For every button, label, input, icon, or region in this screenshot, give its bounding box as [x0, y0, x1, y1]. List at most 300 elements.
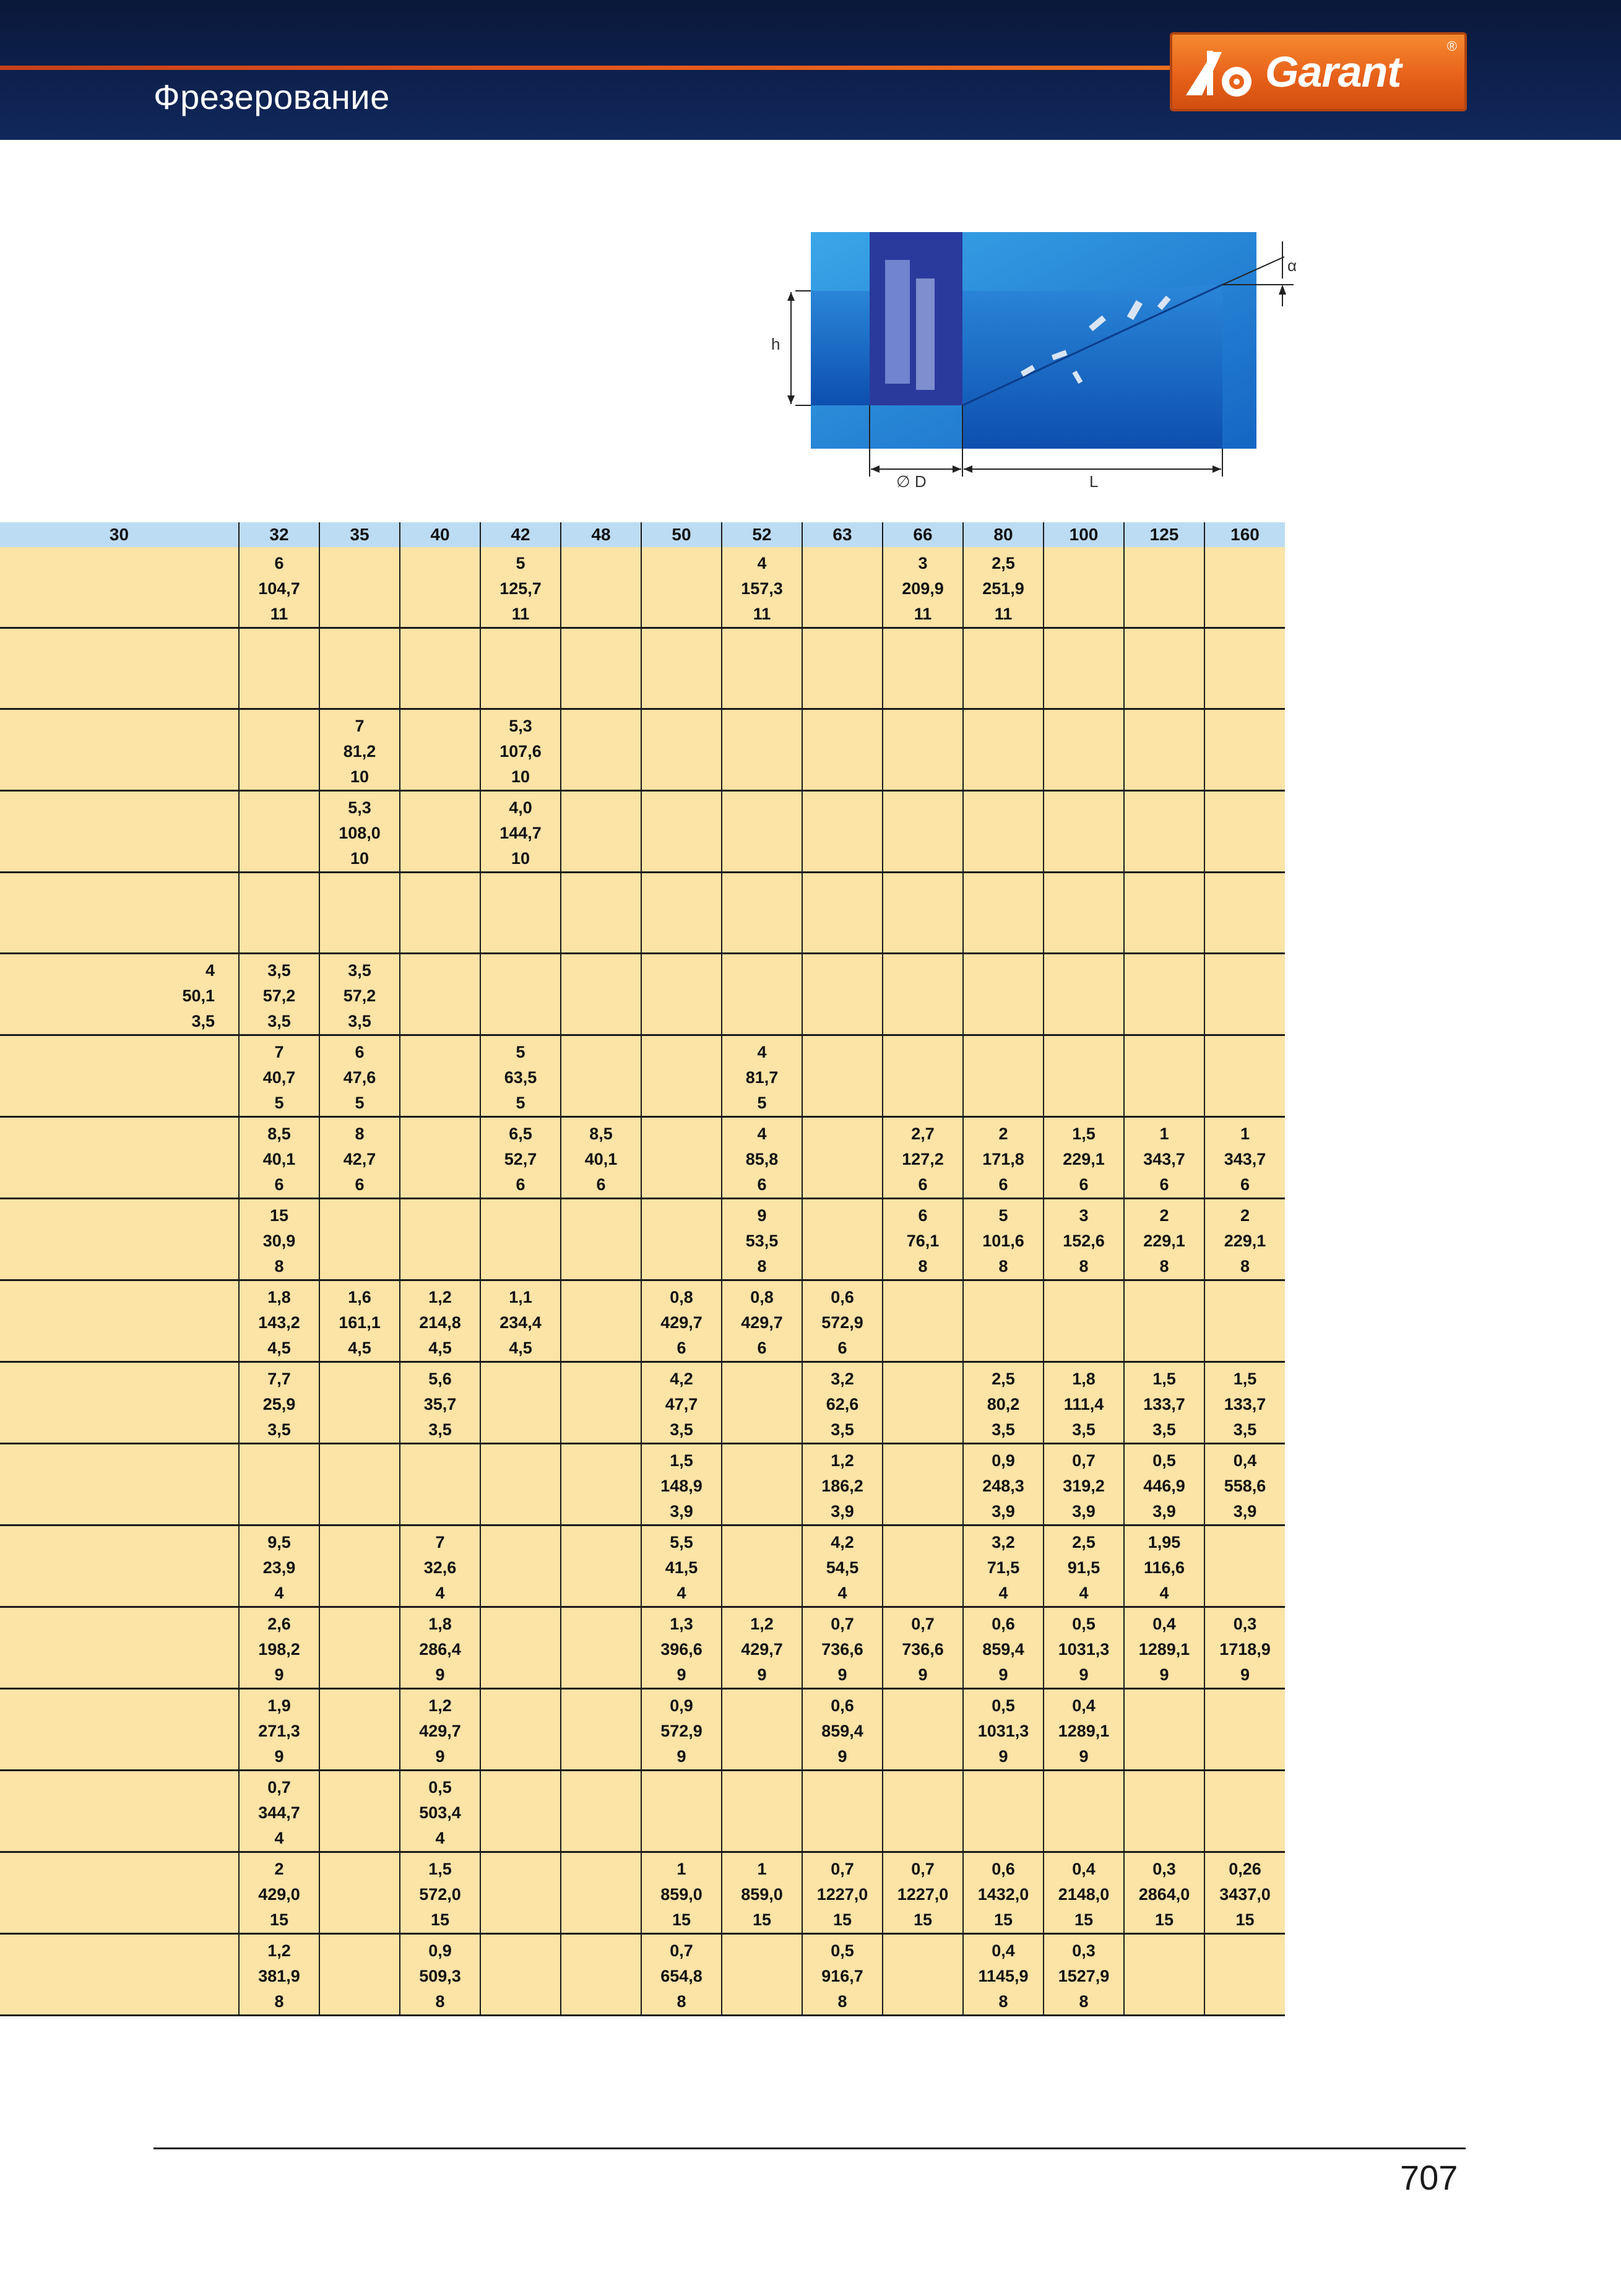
- cell-value: 42,7: [343, 1150, 376, 1168]
- cell-value: 5: [516, 554, 525, 572]
- table-cell: [0, 1934, 239, 2016]
- cell-value: 52,7: [504, 1150, 537, 1168]
- cell-value: 344,7: [258, 1803, 300, 1822]
- table-cell: [963, 1526, 1044, 1607]
- cell-value: 1,2: [267, 1941, 291, 1960]
- table-row: [0, 1526, 1285, 1607]
- cell-value: 8: [837, 1992, 847, 2011]
- cell-value: 1,2: [428, 1696, 452, 1715]
- cell-value: 0,4: [1233, 1451, 1257, 1470]
- cell-value: 25,9: [262, 1395, 296, 1413]
- cell-value: 0,6: [831, 1288, 854, 1306]
- cell-value: 1227,0: [816, 1885, 868, 1904]
- cell-value: 3,5: [831, 1420, 854, 1439]
- table-cell: [319, 954, 400, 1035]
- cell-value: 0,3: [1152, 1860, 1176, 1878]
- cell-value: 2: [1240, 1206, 1250, 1225]
- cell-value: 9: [998, 1747, 1008, 1766]
- table-cell: [722, 791, 802, 873]
- cell-value: 0,4: [992, 1941, 1015, 1960]
- cell-value: 429,7: [660, 1313, 702, 1332]
- cell-value: 3,5: [1233, 1420, 1257, 1439]
- cell-value: 152,6: [1063, 1232, 1105, 1250]
- table-cell: [1204, 1362, 1285, 1444]
- table-cell: [400, 709, 480, 791]
- cell-value: 6: [596, 1175, 606, 1194]
- table-cell: [400, 1280, 480, 1362]
- table-cell: [1124, 1934, 1204, 2016]
- cell-value: 15: [1074, 1910, 1094, 1929]
- cell-value: 8,5: [589, 1124, 613, 1143]
- table-cell: [641, 1117, 722, 1199]
- cell-value: 9: [435, 1665, 445, 1684]
- table-cell: [239, 547, 319, 628]
- cell-value: 6: [676, 1339, 686, 1357]
- table-cell: [319, 1607, 400, 1689]
- table-cell: [1204, 1035, 1285, 1117]
- cell-value: 859,0: [741, 1885, 783, 1904]
- column-header-d100: 100: [1044, 522, 1124, 547]
- cell-value: 8: [1240, 1257, 1250, 1275]
- column-header-d160: 160: [1204, 522, 1285, 547]
- table-cell: [319, 1934, 400, 2016]
- cell-value: 4: [1079, 1584, 1089, 1602]
- cell-value: 4: [757, 1124, 767, 1143]
- cell-value: 0,9: [670, 1696, 693, 1715]
- table-cell: [480, 1280, 561, 1362]
- table-cell: [400, 1771, 480, 1852]
- table-cell: [1044, 873, 1124, 954]
- table-row: [0, 1035, 1285, 1117]
- table-cell: [480, 1852, 561, 1934]
- table-cell: [722, 873, 802, 954]
- cell-value: 4,5: [267, 1339, 291, 1357]
- cell-value: 1,8: [1072, 1370, 1096, 1388]
- cell-value: 572,9: [660, 1722, 702, 1740]
- cell-value: 0,7: [911, 1860, 935, 1878]
- cell-value: 35,7: [423, 1395, 457, 1413]
- cell-value: 4: [998, 1584, 1008, 1602]
- cell-value: 3,9: [670, 1502, 693, 1521]
- cell-value: 2,5: [992, 554, 1015, 572]
- cell-value: 0,7: [911, 1615, 935, 1633]
- table-cell: [1204, 1280, 1285, 1362]
- cell-value: 2: [274, 1860, 284, 1878]
- cell-value: 41,5: [665, 1558, 698, 1577]
- table-row: [0, 709, 1285, 791]
- cell-value: 4,0: [509, 798, 532, 817]
- cell-value: 10: [511, 849, 530, 868]
- table-cell: [1124, 1035, 1204, 1117]
- table-cell: [963, 547, 1044, 628]
- table-cell: [561, 1852, 641, 1934]
- table-cell: [963, 1199, 1044, 1280]
- cell-value: 127,2: [902, 1150, 944, 1168]
- table-cell: [963, 1362, 1044, 1444]
- cell-value: 0,5: [831, 1941, 854, 1960]
- cell-value: 3,5: [348, 1012, 371, 1030]
- cell-value: 6,5: [509, 1124, 532, 1143]
- cell-value: 229,1: [1143, 1232, 1185, 1250]
- table-row: [0, 954, 1285, 1035]
- table-cell: [319, 1280, 400, 1362]
- table-cell: [1124, 1280, 1204, 1362]
- table-cell: [319, 1117, 400, 1199]
- cell-value: 4,5: [348, 1339, 371, 1357]
- cell-value: 4: [435, 1584, 445, 1602]
- table-cell: [802, 1852, 883, 1934]
- table-cell: [802, 1934, 883, 2016]
- cell-value: 54,5: [826, 1558, 859, 1577]
- table-cell: [239, 954, 319, 1035]
- cell-value: 4,2: [670, 1370, 693, 1388]
- table-cell: [0, 547, 239, 628]
- table-cell: [641, 1362, 722, 1444]
- page-number: 707: [1400, 2158, 1458, 2197]
- table-cell: [480, 1526, 561, 1607]
- cell-value: 2,5: [1072, 1533, 1096, 1552]
- cell-value: 5,6: [428, 1370, 452, 1388]
- cell-value: 11: [994, 605, 1013, 623]
- cell-value: 11: [511, 605, 530, 623]
- cell-value: 9: [435, 1747, 445, 1766]
- table-cell: [561, 1444, 641, 1526]
- cell-value: 0,3: [1233, 1615, 1257, 1633]
- cell-value: 101,6: [982, 1232, 1024, 1250]
- cell-value: 5: [274, 1094, 284, 1112]
- cell-value: 0,6: [992, 1615, 1015, 1633]
- table-cell: [319, 628, 400, 709]
- table-cell: [802, 873, 883, 954]
- table-cell: [480, 1444, 561, 1526]
- cell-value: 15: [993, 1910, 1013, 1929]
- cell-value: 91,5: [1067, 1558, 1100, 1577]
- table-row: [0, 1607, 1285, 1689]
- cell-value: 57,2: [262, 986, 296, 1005]
- table-row: [0, 1117, 1285, 1199]
- table-cell: [239, 1117, 319, 1199]
- cell-value: 736,6: [902, 1640, 944, 1659]
- cell-value: 6: [757, 1175, 767, 1194]
- table-cell: [400, 1526, 480, 1607]
- table-cell: [641, 873, 722, 954]
- table-row: [0, 628, 1285, 709]
- cell-value: 62,6: [826, 1395, 859, 1413]
- cell-value: 209,9: [902, 579, 944, 598]
- cell-value: 3,5: [267, 1420, 291, 1439]
- column-header-d66: 66: [883, 522, 963, 547]
- table-cell: [963, 709, 1044, 791]
- table-cell: [641, 628, 722, 709]
- table-cell: [1204, 1117, 1285, 1199]
- table-cell: [641, 1280, 722, 1362]
- table-cell: [1204, 1771, 1285, 1852]
- table-cell: [0, 1362, 239, 1444]
- table-cell: [1124, 873, 1204, 954]
- table-cell: [1124, 628, 1204, 709]
- cell-value: 7: [274, 1043, 284, 1061]
- table-cell: [0, 1771, 239, 1852]
- cell-value: 71,5: [987, 1558, 1020, 1577]
- table-row: [0, 547, 1285, 628]
- table-header-row: [0, 522, 1285, 547]
- cell-value: 429,0: [258, 1885, 300, 1904]
- cell-value: 15: [269, 1910, 289, 1929]
- cell-value: 15: [1235, 1910, 1255, 1929]
- table-cell: [641, 1607, 722, 1689]
- table-cell: [722, 709, 802, 791]
- table-cell: [239, 1199, 319, 1280]
- table-cell: [963, 873, 1044, 954]
- table-cell: [802, 1526, 883, 1607]
- cell-value: 7: [435, 1533, 445, 1552]
- table-cell: [963, 1771, 1044, 1852]
- table-cell: [561, 1280, 641, 1362]
- cell-value: 0,7: [267, 1778, 291, 1797]
- table-cell: [480, 954, 561, 1035]
- table-cell: [1044, 1607, 1124, 1689]
- table-cell: [480, 873, 561, 954]
- cell-value: 3,5: [670, 1420, 693, 1439]
- cell-value: 9: [757, 1206, 767, 1225]
- table-cell: [722, 628, 802, 709]
- logo-text: Garant: [1265, 48, 1401, 96]
- table-cell: [480, 1117, 561, 1199]
- cell-value: 198,2: [258, 1640, 300, 1659]
- cell-value: 1718,9: [1219, 1640, 1271, 1659]
- table-cell: [1044, 628, 1124, 709]
- table-cell: [883, 954, 963, 1035]
- cell-value: 1,5: [1152, 1370, 1176, 1388]
- cell-value: 10: [511, 767, 530, 786]
- table-cell: [963, 628, 1044, 709]
- cell-value: 1031,3: [1058, 1640, 1110, 1659]
- table-cell: [239, 873, 319, 954]
- table-cell: [1124, 954, 1204, 1035]
- table-cell: [641, 709, 722, 791]
- table-cell: [561, 1689, 641, 1771]
- column-header-d50: 50: [641, 522, 722, 547]
- cell-value: 5: [757, 1094, 767, 1112]
- table-cell: [480, 1362, 561, 1444]
- cell-value: 4: [205, 961, 215, 980]
- table-cell: [722, 1607, 802, 1689]
- table-cell: [802, 1362, 883, 1444]
- table-cell: [400, 1199, 480, 1280]
- column-header-d40: 40: [400, 522, 480, 547]
- table-cell: [239, 1934, 319, 2016]
- table-cell: [0, 873, 239, 954]
- cell-value: 8: [1159, 1257, 1169, 1275]
- cell-value: 509,3: [419, 1967, 461, 1985]
- cell-value: 15: [1154, 1910, 1174, 1929]
- table-cell: [0, 1199, 239, 1280]
- table-cell: [641, 1771, 722, 1852]
- cell-value: 186,2: [821, 1477, 863, 1495]
- cell-value: 30,9: [262, 1232, 296, 1250]
- table-cell: [239, 1362, 319, 1444]
- table-cell: [400, 1607, 480, 1689]
- cell-value: 157,3: [741, 579, 783, 598]
- table-cell: [963, 1852, 1044, 1934]
- cell-value: 9: [837, 1665, 847, 1684]
- table-cell: [883, 1526, 963, 1607]
- cell-value: 2: [998, 1124, 1008, 1143]
- cell-value: 8: [435, 1992, 445, 2011]
- table-cell: [1044, 1526, 1124, 1607]
- table-cell: [319, 1444, 400, 1526]
- cell-value: 0,26: [1229, 1860, 1261, 1878]
- table-cell: [239, 1035, 319, 1117]
- cell-value: 11: [914, 605, 932, 623]
- cell-value: 9: [837, 1747, 847, 1766]
- cell-value: 2: [1159, 1206, 1169, 1225]
- table-cell: [0, 1035, 239, 1117]
- cell-value: 6: [998, 1175, 1008, 1194]
- cell-value: 4: [274, 1584, 284, 1602]
- table-cell: [400, 1444, 480, 1526]
- cell-value: 8: [1079, 1992, 1089, 2011]
- cell-value: 11: [753, 605, 771, 623]
- column-header-d125: 125: [1124, 522, 1204, 547]
- table-cell: [480, 791, 561, 873]
- table-cell: [561, 547, 641, 628]
- table-row: [0, 1771, 1285, 1852]
- table-cell: [0, 1444, 239, 1526]
- cell-value: 9: [918, 1665, 928, 1684]
- cell-value: 9: [274, 1747, 284, 1766]
- table-cell: [561, 954, 641, 1035]
- table-cell: [480, 709, 561, 791]
- cell-value: 0,7: [1072, 1451, 1096, 1470]
- cell-value: 9: [274, 1665, 284, 1684]
- cell-value: 1,95: [1148, 1533, 1181, 1552]
- cell-value: 6: [516, 1175, 525, 1194]
- table-cell: [802, 1771, 883, 1852]
- table-cell: [722, 1934, 802, 2016]
- cell-value: 3: [1079, 1206, 1089, 1225]
- cell-value: 0,5: [1152, 1451, 1176, 1470]
- cell-value: 1145,9: [978, 1967, 1029, 1985]
- table-row: [0, 873, 1285, 954]
- cell-value: 6: [355, 1175, 365, 1194]
- column-header-d42: 42: [480, 522, 561, 547]
- column-header-d63: 63: [802, 522, 883, 547]
- table-cell: [883, 1607, 963, 1689]
- table-cell: [802, 709, 883, 791]
- table-row: [0, 1280, 1285, 1362]
- table-cell: [1044, 709, 1124, 791]
- table-cell: [1124, 709, 1204, 791]
- table-cell: [1204, 873, 1285, 954]
- cell-value: 4: [837, 1584, 847, 1602]
- table-cell: [0, 1526, 239, 1607]
- table-cell: [239, 1689, 319, 1771]
- table-cell: [1124, 1689, 1204, 1771]
- cell-value: 7,7: [267, 1370, 291, 1388]
- table-cell: [0, 954, 239, 1035]
- cell-value: 107,6: [499, 742, 542, 761]
- cell-value: 7: [355, 717, 365, 735]
- table-cell: [1204, 791, 1285, 873]
- cell-value: 161,1: [339, 1313, 381, 1332]
- table-cell: [641, 1199, 722, 1280]
- table-cell: [883, 791, 963, 873]
- cell-value: 3,5: [992, 1420, 1015, 1439]
- cell-value: 116,6: [1143, 1558, 1185, 1577]
- cell-value: 15: [269, 1206, 289, 1225]
- table-cell: [561, 1526, 641, 1607]
- cell-value: 1227,0: [897, 1885, 949, 1904]
- cutting-data-table: [0, 522, 1285, 2016]
- table-cell: [400, 1934, 480, 2016]
- cell-value: 3437,0: [1219, 1885, 1271, 1904]
- cell-value: 9: [676, 1665, 686, 1684]
- table-cell: [319, 1362, 400, 1444]
- cell-value: 859,4: [982, 1640, 1024, 1659]
- cell-value: 1: [1240, 1124, 1250, 1143]
- table-cell: [883, 547, 963, 628]
- table-cell: [319, 1035, 400, 1117]
- cell-value: 0,7: [670, 1941, 693, 1960]
- cell-value: 85,8: [745, 1150, 779, 1168]
- cell-value: 111,4: [1063, 1395, 1104, 1413]
- cell-value: 3,5: [1072, 1420, 1096, 1439]
- cell-value: 446,9: [1143, 1477, 1185, 1495]
- table-cell: [1124, 1444, 1204, 1526]
- table-cell: [0, 791, 239, 873]
- cell-value: 429,7: [741, 1313, 783, 1332]
- table-cell: [0, 1280, 239, 1362]
- cell-value: 1,2: [750, 1615, 774, 1633]
- cell-value: 859,4: [821, 1722, 863, 1740]
- table-cell: [1044, 1035, 1124, 1117]
- table-cell: [722, 1689, 802, 1771]
- cell-value: 81,7: [745, 1068, 779, 1087]
- cell-value: 6: [1159, 1175, 1169, 1194]
- table-cell: [319, 709, 400, 791]
- cell-value: 8: [918, 1257, 928, 1275]
- cell-value: 2864,0: [1138, 1885, 1190, 1904]
- table-cell: [1124, 1607, 1204, 1689]
- table-cell: [883, 1199, 963, 1280]
- cell-value: 6: [1079, 1175, 1089, 1194]
- table-cell: [1124, 1526, 1204, 1607]
- table-cell: [1044, 1852, 1124, 1934]
- table-cell: [561, 791, 641, 873]
- cell-value: 2,7: [911, 1124, 935, 1143]
- table-row: [0, 1362, 1285, 1444]
- cell-value: 47,6: [343, 1068, 376, 1087]
- cell-value: 3,9: [1072, 1502, 1096, 1521]
- cell-value: 251,9: [982, 579, 1024, 598]
- cell-value: 1432,0: [977, 1885, 1029, 1904]
- cell-value: 3,9: [1233, 1502, 1257, 1521]
- table-cell: [1124, 547, 1204, 628]
- table-cell: [802, 1117, 883, 1199]
- cell-value: 76,1: [906, 1232, 940, 1250]
- table-cell: [1044, 1362, 1124, 1444]
- table-cell: [883, 709, 963, 791]
- cell-value: 15: [430, 1910, 450, 1929]
- table-cell: [641, 1526, 722, 1607]
- table-cell: [802, 1035, 883, 1117]
- cell-value: 9: [998, 1665, 1008, 1684]
- cell-value: 654,8: [660, 1967, 702, 1985]
- table-cell: [722, 1771, 802, 1852]
- table-cell: [1204, 1607, 1285, 1689]
- cell-value: 15: [672, 1910, 691, 1929]
